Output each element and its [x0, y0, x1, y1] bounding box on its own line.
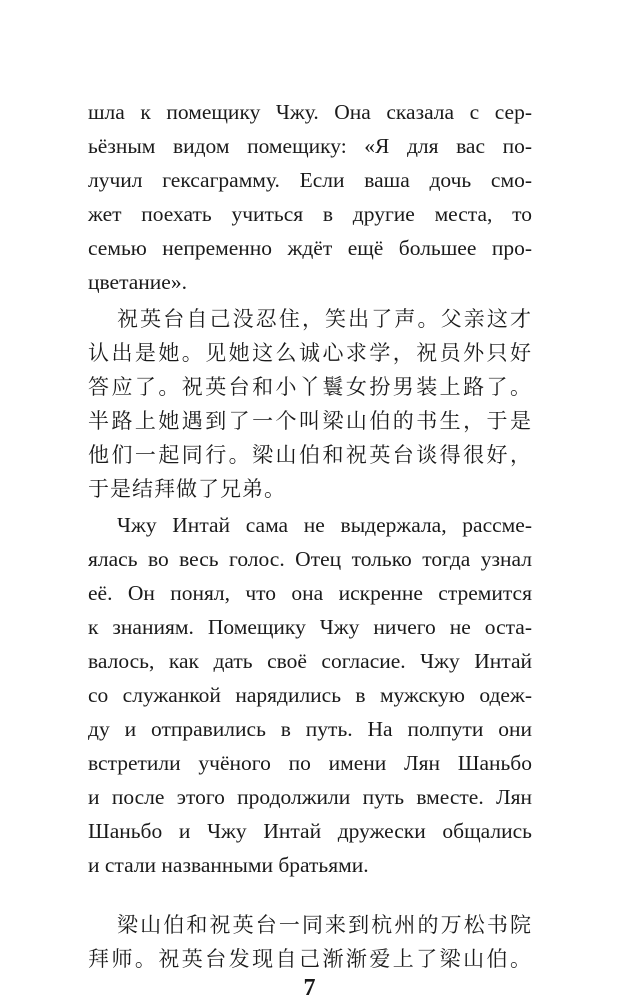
chinese-text-line: 半路上她遇到了一个叫梁山伯的书生，于是 [88, 409, 532, 433]
text-line: встретили учёного по имени Лян Шаньбо [88, 751, 532, 775]
text-line: семью непременно ждёт ещё большее про- [88, 236, 532, 260]
text-line: шла к помещику Чжу. Она сказала с сер- [88, 100, 532, 124]
chinese-text-line: 梁山伯和祝英台一同来到杭州的万松书院 [117, 913, 532, 937]
chinese-text-line: 拜师。祝英台发现自己渐渐爱上了梁山伯。 [88, 947, 532, 971]
chinese-text-line: 认出是她。见她这么诚心求学，祝员外只好 [88, 341, 532, 365]
text-line: ялась во весь голос. Отец только тогда узнал [88, 547, 532, 571]
text-line: со служанкой нарядились в мужскую одеж- [88, 683, 532, 707]
text-line: ду и отправились в путь. На полпути они [88, 717, 532, 741]
text-line: Шаньбо и Чжу Интай дружески общались [88, 819, 532, 843]
text-line: жет поехать учиться в другие места, то [88, 202, 532, 226]
text-line: валось, как дать своё согласие. Чжу Интай [88, 649, 532, 673]
chinese-text-line: 他们一起同行。梁山伯和祝英台谈得很好， [88, 443, 532, 467]
text-line: к знаниям. Помещику Чжу ничего не оста- [88, 615, 532, 639]
text-line: её. Он понял, что она искренне стремится [88, 581, 532, 605]
text-line: Чжу Интай сама не выдержала, рассме- [117, 513, 532, 537]
page-number: 7 [303, 975, 316, 1001]
chinese-text-line: 答应了。祝英台和小丫鬟女扮男装上路了。 [88, 375, 532, 399]
text-line: лучил гексаграмму. Если ваша дочь смо- [88, 168, 532, 192]
text-line: ьёзным видом помещику: «Я для вас по- [88, 134, 532, 158]
chinese-text-line: 祝英台自己没忍住，笑出了声。父亲这才 [117, 307, 532, 331]
text-line: цветание». [88, 270, 187, 294]
text-line: и стали названными братьями. [88, 853, 369, 877]
text-line: и после этого продолжили путь вместе. Лян [88, 785, 532, 809]
chinese-text-line: 于是结拜做了兄弟。 [88, 477, 286, 501]
